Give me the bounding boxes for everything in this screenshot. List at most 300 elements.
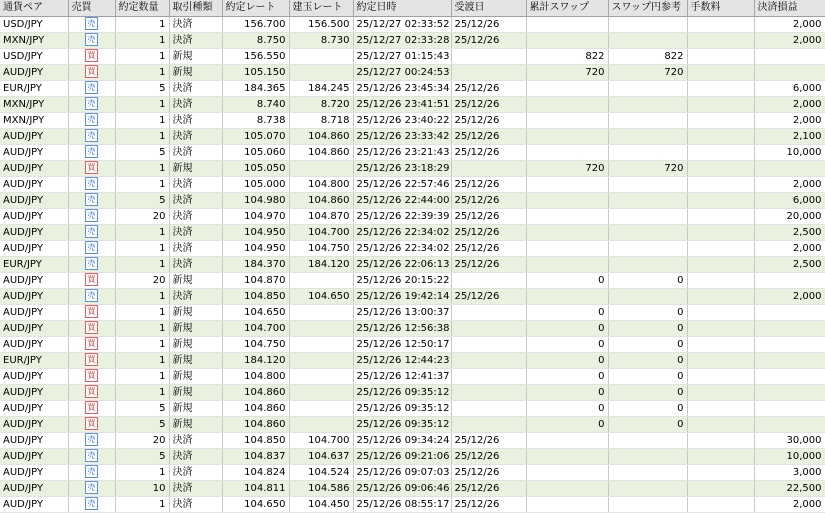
cell-qty: 5 — [115, 400, 169, 416]
cell-swap — [526, 128, 608, 144]
cell-pair: AUD/JPY — [0, 416, 68, 432]
cell-rate: 156.700 — [222, 16, 289, 32]
cell-rate: 184.365 — [222, 80, 289, 96]
table-row[interactable] — [0, 112, 825, 128]
cell-pair: AUD/JPY — [0, 208, 68, 224]
cell-swap — [526, 224, 608, 240]
cell-pos-rate: 184.245 — [289, 80, 353, 96]
cell-fee — [687, 400, 754, 416]
table-row[interactable] — [0, 144, 825, 160]
cell-time: 25/12/26 22:34:02 — [353, 240, 451, 256]
cell-qty: 1 — [115, 160, 169, 176]
cell-side — [68, 208, 115, 224]
cell-side — [68, 464, 115, 480]
cell-swap: 0 — [526, 336, 608, 352]
sell-badge: 売 — [85, 433, 98, 446]
cell-side — [68, 96, 115, 112]
cell-kind: 新規 — [169, 400, 222, 416]
cell-side — [68, 400, 115, 416]
cell-kind: 決済 — [169, 256, 222, 272]
cell-settle — [451, 272, 526, 288]
cell-fee — [687, 416, 754, 432]
sell-badge: 売 — [85, 241, 98, 254]
cell-pos-rate: 156.500 — [289, 16, 353, 32]
cell-time: 25/12/26 22:39:39 — [353, 208, 451, 224]
cell-swap-ref — [608, 432, 687, 448]
cell-settle: 25/12/26 — [451, 256, 526, 272]
sell-badge: 売 — [85, 177, 98, 190]
buy-badge: 買 — [85, 353, 98, 366]
cell-pl: 2,000 — [754, 16, 825, 32]
table-row[interactable] — [0, 224, 825, 240]
cell-pair: MXN/JPY — [0, 112, 68, 128]
table-row[interactable] — [0, 368, 825, 384]
cell-swap — [526, 240, 608, 256]
cell-time: 25/12/26 23:45:34 — [353, 80, 451, 96]
cell-pos-rate — [289, 352, 353, 368]
cell-qty: 1 — [115, 256, 169, 272]
table-row[interactable] — [0, 96, 825, 112]
cell-pl: 6,000 — [754, 80, 825, 96]
sell-badge: 売 — [85, 17, 98, 30]
cell-fee — [687, 432, 754, 448]
cell-swap — [526, 256, 608, 272]
cell-settle: 25/12/26 — [451, 240, 526, 256]
table-row[interactable] — [0, 432, 825, 448]
cell-settle: 25/12/26 — [451, 224, 526, 240]
cell-time: 25/12/26 22:34:02 — [353, 224, 451, 240]
cell-swap: 0 — [526, 400, 608, 416]
cell-settle — [451, 352, 526, 368]
cell-swap-ref — [608, 288, 687, 304]
cell-settle: 25/12/26 — [451, 288, 526, 304]
cell-kind: 新規 — [169, 416, 222, 432]
cell-qty: 1 — [115, 32, 169, 48]
cell-rate: 105.060 — [222, 144, 289, 160]
cell-pl — [754, 160, 825, 176]
sell-badge: 売 — [85, 497, 98, 510]
cell-swap-ref — [608, 224, 687, 240]
cell-swap-ref: 0 — [608, 320, 687, 336]
cell-fee — [687, 48, 754, 64]
cell-fee — [687, 496, 754, 512]
cell-settle: 25/12/26 — [451, 96, 526, 112]
cell-swap-ref — [608, 464, 687, 480]
cell-kind: 決済 — [169, 32, 222, 48]
sell-badge: 売 — [85, 145, 98, 158]
cell-pos-rate — [289, 384, 353, 400]
cell-pos-rate: 8.730 — [289, 32, 353, 48]
table-row[interactable] — [0, 352, 825, 368]
cell-pair: MXN/JPY — [0, 96, 68, 112]
cell-fee — [687, 448, 754, 464]
cell-rate: 104.700 — [222, 320, 289, 336]
cell-side — [68, 432, 115, 448]
table-row[interactable] — [0, 256, 825, 272]
cell-pair: USD/JPY — [0, 16, 68, 32]
cell-side — [68, 496, 115, 512]
cell-rate: 104.824 — [222, 464, 289, 480]
cell-swap — [526, 464, 608, 480]
cell-side — [68, 80, 115, 96]
cell-pair: AUD/JPY — [0, 240, 68, 256]
table-row[interactable] — [0, 496, 825, 512]
cell-kind: 決済 — [169, 464, 222, 480]
cell-swap-ref: 0 — [608, 336, 687, 352]
cell-swap: 0 — [526, 304, 608, 320]
cell-fee — [687, 192, 754, 208]
cell-swap-ref — [608, 96, 687, 112]
cell-side — [68, 160, 115, 176]
cell-time: 25/12/26 22:44:00 — [353, 192, 451, 208]
cell-qty: 1 — [115, 48, 169, 64]
table-row[interactable] — [0, 416, 825, 432]
cell-swap-ref — [608, 144, 687, 160]
cell-rate: 105.070 — [222, 128, 289, 144]
col-header-pos-rate[interactable]: 建玉レート — [289, 0, 353, 16]
cell-side — [68, 48, 115, 64]
cell-swap — [526, 432, 608, 448]
col-header-qty[interactable]: 約定数量 — [115, 0, 169, 16]
cell-swap-ref: 0 — [608, 304, 687, 320]
table-row[interactable] — [0, 192, 825, 208]
cell-time: 25/12/26 12:56:38 — [353, 320, 451, 336]
cell-qty: 5 — [115, 448, 169, 464]
cell-qty: 1 — [115, 288, 169, 304]
cell-rate: 104.950 — [222, 224, 289, 240]
cell-fee — [687, 112, 754, 128]
cell-pair: MXN/JPY — [0, 32, 68, 48]
cell-settle: 25/12/26 — [451, 464, 526, 480]
cell-swap-ref — [608, 80, 687, 96]
cell-swap-ref: 0 — [608, 272, 687, 288]
cell-time: 25/12/26 09:34:24 — [353, 432, 451, 448]
cell-pos-rate — [289, 336, 353, 352]
cell-time: 25/12/26 20:15:22 — [353, 272, 451, 288]
table-row[interactable] — [0, 160, 825, 176]
cell-pos-rate: 104.860 — [289, 144, 353, 160]
cell-side — [68, 448, 115, 464]
cell-swap: 720 — [526, 160, 608, 176]
table-row[interactable] — [0, 128, 825, 144]
cell-swap: 0 — [526, 272, 608, 288]
cell-kind: 決済 — [169, 144, 222, 160]
cell-pair: AUD/JPY — [0, 400, 68, 416]
cell-side — [68, 144, 115, 160]
cell-settle — [451, 160, 526, 176]
cell-pos-rate — [289, 272, 353, 288]
cell-side — [68, 416, 115, 432]
cell-pl — [754, 272, 825, 288]
cell-pair: AUD/JPY — [0, 480, 68, 496]
cell-swap-ref: 0 — [608, 368, 687, 384]
table-row[interactable] — [0, 320, 825, 336]
cell-rate: 104.950 — [222, 240, 289, 256]
col-header-time[interactable]: 約定日時 — [353, 0, 451, 16]
cell-qty: 20 — [115, 432, 169, 448]
cell-settle — [451, 64, 526, 80]
sell-badge: 売 — [85, 209, 98, 222]
cell-kind: 決済 — [169, 240, 222, 256]
cell-pl — [754, 48, 825, 64]
cell-side — [68, 288, 115, 304]
table-row[interactable] — [0, 32, 825, 48]
cell-fee — [687, 80, 754, 96]
cell-fee — [687, 288, 754, 304]
cell-fee — [687, 144, 754, 160]
cell-pos-rate: 104.586 — [289, 480, 353, 496]
cell-pl: 30,000 — [754, 432, 825, 448]
col-header-fee[interactable]: 手数料 — [687, 0, 754, 16]
cell-time: 25/12/26 09:06:46 — [353, 480, 451, 496]
cell-fee — [687, 480, 754, 496]
cell-rate: 104.850 — [222, 432, 289, 448]
cell-qty: 1 — [115, 352, 169, 368]
cell-fee — [687, 368, 754, 384]
cell-pos-rate — [289, 160, 353, 176]
cell-time: 25/12/26 23:41:51 — [353, 96, 451, 112]
table-row[interactable] — [0, 240, 825, 256]
col-header-pl[interactable]: 決済損益 — [754, 0, 825, 16]
sell-badge: 売 — [85, 481, 98, 494]
col-header-swap[interactable]: 累計スワップ — [526, 0, 608, 16]
cell-swap-ref — [608, 208, 687, 224]
cell-time: 25/12/26 09:07:03 — [353, 464, 451, 480]
cell-swap-ref — [608, 16, 687, 32]
cell-kind: 決済 — [169, 80, 222, 96]
cell-time: 25/12/26 09:35:12 — [353, 400, 451, 416]
cell-fee — [687, 384, 754, 400]
cell-swap: 822 — [526, 48, 608, 64]
table-row[interactable] — [0, 336, 825, 352]
cell-pos-rate: 104.700 — [289, 224, 353, 240]
cell-side — [68, 368, 115, 384]
cell-swap: 0 — [526, 352, 608, 368]
col-header-settle[interactable]: 受渡日 — [451, 0, 526, 16]
cell-pos-rate: 104.637 — [289, 448, 353, 464]
cell-qty: 20 — [115, 208, 169, 224]
table-row[interactable] — [0, 16, 825, 32]
cell-rate: 184.120 — [222, 352, 289, 368]
cell-pl: 2,000 — [754, 496, 825, 512]
cell-qty: 5 — [115, 192, 169, 208]
sell-badge: 売 — [85, 225, 98, 238]
cell-fee — [687, 128, 754, 144]
cell-fee — [687, 224, 754, 240]
cell-time: 25/12/26 09:35:12 — [353, 384, 451, 400]
cell-pl — [754, 416, 825, 432]
cell-settle — [451, 368, 526, 384]
cell-swap-ref — [608, 256, 687, 272]
table-row[interactable] — [0, 64, 825, 80]
cell-time: 25/12/26 12:44:23 — [353, 352, 451, 368]
sell-badge: 売 — [85, 33, 98, 46]
cell-swap — [526, 480, 608, 496]
sell-badge: 売 — [85, 257, 98, 270]
cell-pos-rate: 8.720 — [289, 96, 353, 112]
buy-badge: 買 — [85, 305, 98, 318]
cell-fee — [687, 96, 754, 112]
cell-kind: 新規 — [169, 304, 222, 320]
cell-pair: EUR/JPY — [0, 352, 68, 368]
cell-qty: 10 — [115, 480, 169, 496]
cell-swap: 0 — [526, 416, 608, 432]
cell-rate: 104.860 — [222, 384, 289, 400]
cell-qty: 1 — [115, 112, 169, 128]
cell-settle: 25/12/26 — [451, 480, 526, 496]
cell-fee — [687, 208, 754, 224]
buy-badge: 買 — [85, 417, 98, 430]
cell-settle — [451, 336, 526, 352]
cell-settle: 25/12/26 — [451, 448, 526, 464]
cell-fee — [687, 336, 754, 352]
cell-fee — [687, 352, 754, 368]
table-row[interactable] — [0, 208, 825, 224]
cell-swap — [526, 192, 608, 208]
cell-qty: 1 — [115, 64, 169, 80]
table-row[interactable] — [0, 400, 825, 416]
cell-pl — [754, 64, 825, 80]
table-row[interactable] — [0, 80, 825, 96]
cell-pl: 2,000 — [754, 112, 825, 128]
cell-swap-ref — [608, 192, 687, 208]
table-row[interactable] — [0, 288, 825, 304]
col-header-kind[interactable]: 取引種類 — [169, 0, 222, 16]
cell-swap-ref: 0 — [608, 400, 687, 416]
cell-qty: 1 — [115, 176, 169, 192]
cell-settle: 25/12/26 — [451, 208, 526, 224]
cell-rate: 8.740 — [222, 96, 289, 112]
buy-badge: 買 — [85, 273, 98, 286]
cell-side — [68, 480, 115, 496]
cell-side — [68, 240, 115, 256]
cell-settle: 25/12/26 — [451, 80, 526, 96]
cell-fee — [687, 320, 754, 336]
cell-side — [68, 112, 115, 128]
cell-side — [68, 192, 115, 208]
cell-pos-rate: 104.524 — [289, 464, 353, 480]
cell-swap-ref: 720 — [608, 160, 687, 176]
col-header-side[interactable]: 売買 — [68, 0, 115, 16]
cell-pos-rate: 104.870 — [289, 208, 353, 224]
cell-pl: 2,000 — [754, 240, 825, 256]
cell-time: 25/12/26 22:06:13 — [353, 256, 451, 272]
cell-time: 25/12/26 19:42:14 — [353, 288, 451, 304]
table-row[interactable] — [0, 176, 825, 192]
cell-rate: 104.860 — [222, 400, 289, 416]
cell-pl — [754, 384, 825, 400]
cell-fee — [687, 256, 754, 272]
cell-pl: 2,100 — [754, 128, 825, 144]
cell-pos-rate — [289, 304, 353, 320]
cell-pair: USD/JPY — [0, 48, 68, 64]
cell-swap-ref: 822 — [608, 48, 687, 64]
cell-pair: AUD/JPY — [0, 288, 68, 304]
sell-badge: 売 — [85, 97, 98, 110]
cell-pos-rate — [289, 400, 353, 416]
table-row[interactable] — [0, 384, 825, 400]
cell-swap — [526, 288, 608, 304]
cell-time: 25/12/26 12:41:37 — [353, 368, 451, 384]
cell-settle: 25/12/26 — [451, 128, 526, 144]
cell-pos-rate: 184.120 — [289, 256, 353, 272]
cell-pl: 2,000 — [754, 96, 825, 112]
cell-pair: AUD/JPY — [0, 496, 68, 512]
cell-settle — [451, 384, 526, 400]
cell-pl: 2,500 — [754, 256, 825, 272]
cell-side — [68, 176, 115, 192]
table-row[interactable] — [0, 48, 825, 64]
cell-pair: AUD/JPY — [0, 272, 68, 288]
cell-pair: AUD/JPY — [0, 64, 68, 80]
cell-kind: 決済 — [169, 176, 222, 192]
cell-swap-ref — [608, 128, 687, 144]
cell-rate: 105.000 — [222, 176, 289, 192]
cell-swap-ref — [608, 480, 687, 496]
cell-fee — [687, 304, 754, 320]
table-row[interactable] — [0, 448, 825, 464]
cell-time: 25/12/26 09:35:12 — [353, 416, 451, 432]
cell-pair: AUD/JPY — [0, 384, 68, 400]
cell-fee — [687, 240, 754, 256]
cell-fee — [687, 160, 754, 176]
cell-pl — [754, 368, 825, 384]
cell-settle — [451, 320, 526, 336]
cell-time: 25/12/26 13:00:37 — [353, 304, 451, 320]
cell-settle — [451, 48, 526, 64]
table-row[interactable] — [0, 480, 825, 496]
cell-qty: 5 — [115, 144, 169, 160]
cell-pair: AUD/JPY — [0, 160, 68, 176]
col-header-pair[interactable]: 通貨ペア — [0, 0, 68, 16]
table-row[interactable] — [0, 304, 825, 320]
buy-badge: 買 — [85, 49, 98, 62]
cell-qty: 1 — [115, 496, 169, 512]
cell-time: 25/12/26 23:40:22 — [353, 112, 451, 128]
sell-badge: 売 — [85, 81, 98, 94]
cell-time: 25/12/27 02:33:28 — [353, 32, 451, 48]
cell-time: 25/12/26 08:55:17 — [353, 496, 451, 512]
cell-qty: 1 — [115, 224, 169, 240]
buy-badge: 買 — [85, 401, 98, 414]
cell-swap-ref — [608, 240, 687, 256]
cell-pl: 6,000 — [754, 192, 825, 208]
cell-swap: 0 — [526, 368, 608, 384]
cell-kind: 新規 — [169, 320, 222, 336]
cell-rate: 104.800 — [222, 368, 289, 384]
col-header-rate[interactable]: 約定レート — [222, 0, 289, 16]
col-header-swap-ref[interactable]: スワップ円参考 — [608, 0, 687, 16]
cell-pos-rate: 8.718 — [289, 112, 353, 128]
cell-pl: 2,000 — [754, 32, 825, 48]
cell-rate: 184.370 — [222, 256, 289, 272]
table-row[interactable] — [0, 272, 825, 288]
cell-time: 25/12/26 23:33:42 — [353, 128, 451, 144]
cell-swap-ref: 0 — [608, 352, 687, 368]
cell-kind: 決済 — [169, 96, 222, 112]
cell-kind: 新規 — [169, 336, 222, 352]
cell-pair: AUD/JPY — [0, 192, 68, 208]
cell-rate: 105.150 — [222, 64, 289, 80]
cell-pair: AUD/JPY — [0, 320, 68, 336]
cell-settle: 25/12/26 — [451, 112, 526, 128]
cell-kind: 決済 — [169, 208, 222, 224]
table-row[interactable] — [0, 464, 825, 480]
cell-rate: 104.850 — [222, 288, 289, 304]
cell-pair: AUD/JPY — [0, 128, 68, 144]
cell-swap: 720 — [526, 64, 608, 80]
cell-pl: 2,000 — [754, 176, 825, 192]
